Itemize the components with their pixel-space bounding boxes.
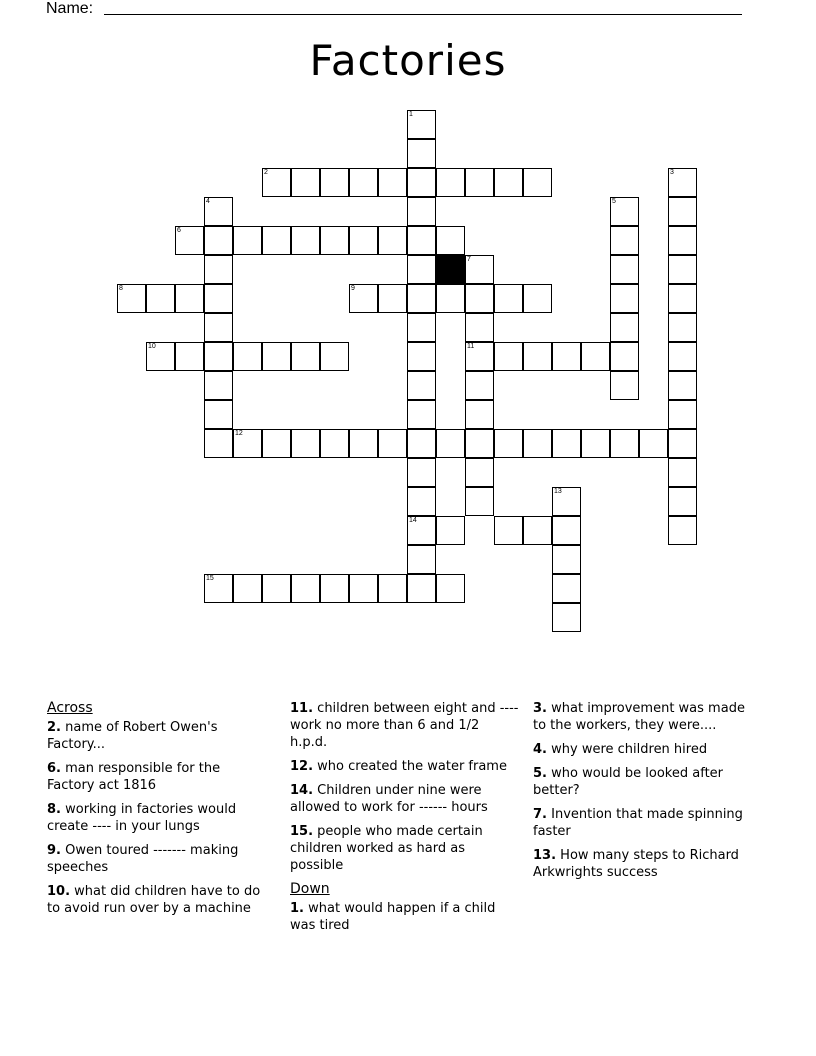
- crossword-cell[interactable]: [204, 284, 233, 313]
- crossword-cell[interactable]: [581, 342, 610, 371]
- crossword-cell[interactable]: [262, 429, 291, 458]
- crossword-cell[interactable]: [204, 574, 233, 603]
- crossword-cell[interactable]: [233, 429, 262, 458]
- cell-number: 3: [670, 169, 674, 176]
- crossword-cell[interactable]: [668, 429, 697, 458]
- crossword-cell[interactable]: [407, 574, 436, 603]
- clue-number: 15.: [290, 824, 314, 839]
- clue-text: children between eight and ---- work no more than 6 and 1/2 h.p.d.: [290, 701, 519, 750]
- crossword-cell[interactable]: [262, 226, 291, 255]
- name-label: Name:: [46, 0, 94, 17]
- crossword-cell[interactable]: [204, 226, 233, 255]
- crossword-cell[interactable]: [552, 516, 581, 545]
- crossword-cell[interactable]: [204, 429, 233, 458]
- clue-column-2: [290, 700, 520, 941]
- crossword-cell[interactable]: [610, 313, 639, 342]
- crossword-cell[interactable]: [494, 429, 523, 458]
- crossword-cell[interactable]: [407, 400, 436, 429]
- crossword-cell[interactable]: [610, 226, 639, 255]
- across-heading: Across: [47, 700, 93, 716]
- crossword-cell[interactable]: [378, 574, 407, 603]
- clue-down-4: [533, 741, 753, 758]
- crossword-cell[interactable]: [465, 284, 494, 313]
- crossword-cell[interactable]: [407, 313, 436, 342]
- crossword-cell[interactable]: [552, 574, 581, 603]
- clue-number: 11.: [290, 701, 314, 716]
- crossword-cell[interactable]: [494, 516, 523, 545]
- crossword-cell[interactable]: [378, 226, 407, 255]
- crossword-cell[interactable]: [668, 516, 697, 545]
- crossword-cell[interactable]: [407, 168, 436, 197]
- clue-text: people who made certain children worked as hard as possible: [290, 824, 483, 873]
- clue-text: who created the water frame: [317, 759, 507, 774]
- clue-number: 14.: [290, 783, 314, 798]
- crossword-black-cell: [436, 255, 465, 284]
- clue-number: 3.: [533, 701, 547, 716]
- clue-text: what improvement was made to the workers, they were....: [533, 701, 745, 733]
- clue-column-3: [533, 700, 753, 888]
- crossword-cell[interactable]: [175, 226, 204, 255]
- crossword-cell[interactable]: [291, 574, 320, 603]
- crossword-cell[interactable]: [204, 342, 233, 371]
- crossword-cell[interactable]: [407, 516, 436, 545]
- crossword-cell[interactable]: [610, 255, 639, 284]
- crossword-cell[interactable]: [552, 342, 581, 371]
- crossword-cell[interactable]: [523, 429, 552, 458]
- cell-number: 10: [148, 343, 156, 350]
- clue-number: 9.: [47, 843, 61, 858]
- crossword-cell[interactable]: [523, 168, 552, 197]
- crossword-cell[interactable]: [465, 313, 494, 342]
- crossword-cell[interactable]: [407, 197, 436, 226]
- crossword-cell[interactable]: [436, 226, 465, 255]
- crossword-cell[interactable]: [668, 371, 697, 400]
- crossword-cell[interactable]: [233, 342, 262, 371]
- crossword-cell[interactable]: [349, 284, 378, 313]
- crossword-cell[interactable]: [668, 342, 697, 371]
- cell-number: 5: [612, 198, 616, 205]
- crossword-cell[interactable]: [465, 342, 494, 371]
- crossword-cell[interactable]: [146, 342, 175, 371]
- crossword-cell[interactable]: [552, 429, 581, 458]
- clue-number: 13.: [533, 848, 557, 863]
- clue-down-7: [533, 806, 753, 840]
- crossword-cell[interactable]: [320, 342, 349, 371]
- clue-text: Children under nine were allowed to work for ------ hours: [290, 783, 488, 815]
- clue-number: 2.: [47, 720, 61, 735]
- clue-text: who would be looked after better?: [533, 766, 724, 798]
- crossword-cell[interactable]: [320, 226, 349, 255]
- cell-number: 8: [119, 285, 123, 292]
- crossword-cell[interactable]: [668, 168, 697, 197]
- crossword-cell[interactable]: [291, 342, 320, 371]
- crossword-cell[interactable]: [668, 226, 697, 255]
- crossword-cell[interactable]: [610, 371, 639, 400]
- crossword-cell[interactable]: [320, 168, 349, 197]
- crossword-cell[interactable]: [610, 197, 639, 226]
- crossword-cell[interactable]: [407, 139, 436, 168]
- cell-number: 1: [409, 111, 413, 118]
- crossword-cell[interactable]: [233, 574, 262, 603]
- clue-text: what did children have to do to avoid run over by a machine: [47, 884, 261, 916]
- clue-across-8: [47, 801, 267, 835]
- clue-text: How many steps to Richard Arkwrights success: [533, 848, 739, 880]
- crossword-cell[interactable]: [204, 371, 233, 400]
- crossword-cell[interactable]: [291, 429, 320, 458]
- crossword-cell[interactable]: [378, 429, 407, 458]
- crossword-cell[interactable]: [436, 574, 465, 603]
- clue-across-15: [290, 823, 520, 874]
- crossword-cell[interactable]: [436, 284, 465, 313]
- crossword-cell[interactable]: [407, 226, 436, 255]
- crossword-cell[interactable]: [204, 197, 233, 226]
- clue-across-12: [290, 758, 520, 775]
- clue-text: Invention that made spinning faster: [533, 807, 743, 839]
- crossword-cell[interactable]: [262, 342, 291, 371]
- cell-number: 9: [351, 285, 355, 292]
- crossword-cell[interactable]: [349, 226, 378, 255]
- page-title: Factories: [309, 36, 507, 85]
- crossword-cell[interactable]: [407, 429, 436, 458]
- clue-across-14: [290, 782, 520, 816]
- clue-text: name of Robert Owen's Factory...: [47, 720, 218, 752]
- crossword-cell[interactable]: [407, 284, 436, 313]
- clue-across-9: [47, 842, 267, 876]
- crossword-cell[interactable]: [610, 342, 639, 371]
- cell-number: 7: [467, 256, 471, 263]
- clue-text: man responsible for the Factory act 1816: [47, 761, 221, 793]
- cell-number: 11: [467, 343, 475, 350]
- cell-number: 2: [264, 169, 268, 176]
- crossword-cell[interactable]: [407, 458, 436, 487]
- crossword-cell[interactable]: [523, 284, 552, 313]
- crossword-cell[interactable]: [291, 226, 320, 255]
- clue-number: 5.: [533, 766, 547, 781]
- crossword-cell[interactable]: [262, 574, 291, 603]
- clue-text: Owen toured ------- making speeches: [47, 843, 239, 875]
- cell-number: 13: [554, 488, 562, 495]
- crossword-cell[interactable]: [494, 168, 523, 197]
- cell-number: 15: [206, 575, 214, 582]
- crossword-cell[interactable]: [175, 284, 204, 313]
- clue-number: 12.: [290, 759, 314, 774]
- crossword-cell[interactable]: [668, 284, 697, 313]
- crossword-cell[interactable]: [436, 168, 465, 197]
- crossword-cell[interactable]: [436, 429, 465, 458]
- crossword-cell[interactable]: [465, 168, 494, 197]
- crossword-cell[interactable]: [204, 400, 233, 429]
- crossword-cell[interactable]: [465, 487, 494, 516]
- crossword-cell[interactable]: [378, 284, 407, 313]
- crossword-cell[interactable]: [552, 545, 581, 574]
- crossword-cell[interactable]: [581, 429, 610, 458]
- crossword-cell[interactable]: [349, 168, 378, 197]
- crossword-cell[interactable]: [320, 429, 349, 458]
- crossword-cell[interactable]: [407, 342, 436, 371]
- clue-text: what would happen if a child was tired: [290, 901, 496, 933]
- crossword-cell[interactable]: [117, 284, 146, 313]
- crossword-cell[interactable]: [204, 313, 233, 342]
- crossword-cell[interactable]: [465, 429, 494, 458]
- crossword-cell[interactable]: [494, 284, 523, 313]
- clue-across-10: [47, 883, 267, 917]
- clue-number: 10.: [47, 884, 71, 899]
- cell-number: 4: [206, 198, 210, 205]
- crossword-cell[interactable]: [175, 342, 204, 371]
- crossword-cell[interactable]: [465, 371, 494, 400]
- cell-number: 14: [409, 517, 417, 524]
- clue-down-5: [533, 765, 753, 799]
- crossword-cell[interactable]: [291, 168, 320, 197]
- clue-number: 4.: [533, 742, 547, 757]
- crossword-cell[interactable]: [407, 371, 436, 400]
- clue-column-1: [47, 700, 267, 924]
- crossword-cell[interactable]: [610, 284, 639, 313]
- down-heading: Down: [290, 881, 330, 897]
- clue-across-2: [47, 719, 267, 753]
- crossword-cell[interactable]: [436, 516, 465, 545]
- clue-across-11: [290, 700, 520, 751]
- crossword-cell[interactable]: [610, 429, 639, 458]
- clue-number: 6.: [47, 761, 61, 776]
- crossword-cell[interactable]: [407, 255, 436, 284]
- crossword-cell[interactable]: [349, 429, 378, 458]
- crossword-cell[interactable]: [668, 313, 697, 342]
- crossword-cell[interactable]: [523, 516, 552, 545]
- crossword-cell[interactable]: [233, 226, 262, 255]
- crossword-cell[interactable]: [668, 197, 697, 226]
- clue-down-1: [290, 900, 520, 934]
- crossword-cell[interactable]: [639, 429, 668, 458]
- cell-number: 12: [235, 430, 243, 437]
- crossword-cell[interactable]: [146, 284, 175, 313]
- crossword-cell[interactable]: [465, 458, 494, 487]
- crossword-cell[interactable]: [378, 168, 407, 197]
- crossword-cell[interactable]: [668, 458, 697, 487]
- crossword-cell[interactable]: [204, 255, 233, 284]
- clue-down-3: [533, 700, 753, 734]
- crossword-cell[interactable]: [668, 255, 697, 284]
- crossword-cell[interactable]: [320, 574, 349, 603]
- clue-number: 1.: [290, 901, 304, 916]
- crossword-cell[interactable]: [523, 342, 552, 371]
- crossword-cell[interactable]: [465, 400, 494, 429]
- clue-number: 7.: [533, 807, 547, 822]
- crossword-cell[interactable]: [262, 168, 291, 197]
- crossword-cell[interactable]: [349, 574, 378, 603]
- crossword-cell[interactable]: [552, 487, 581, 516]
- clue-number: 8.: [47, 802, 61, 817]
- crossword-cell[interactable]: [465, 255, 494, 284]
- clue-across-6: [47, 760, 267, 794]
- clue-text: why were children hired: [551, 742, 708, 757]
- clue-text: working in factories would create ---- in your lungs: [47, 802, 237, 834]
- cell-number: 6: [177, 227, 181, 234]
- crossword-cell[interactable]: [407, 110, 436, 139]
- clue-down-13: [533, 847, 753, 881]
- crossword-cell[interactable]: [668, 400, 697, 429]
- crossword-cell[interactable]: [668, 487, 697, 516]
- crossword-cell[interactable]: [494, 342, 523, 371]
- crossword-cell[interactable]: [552, 603, 581, 632]
- crossword-cell[interactable]: [407, 487, 436, 516]
- crossword-cell[interactable]: [407, 545, 436, 574]
